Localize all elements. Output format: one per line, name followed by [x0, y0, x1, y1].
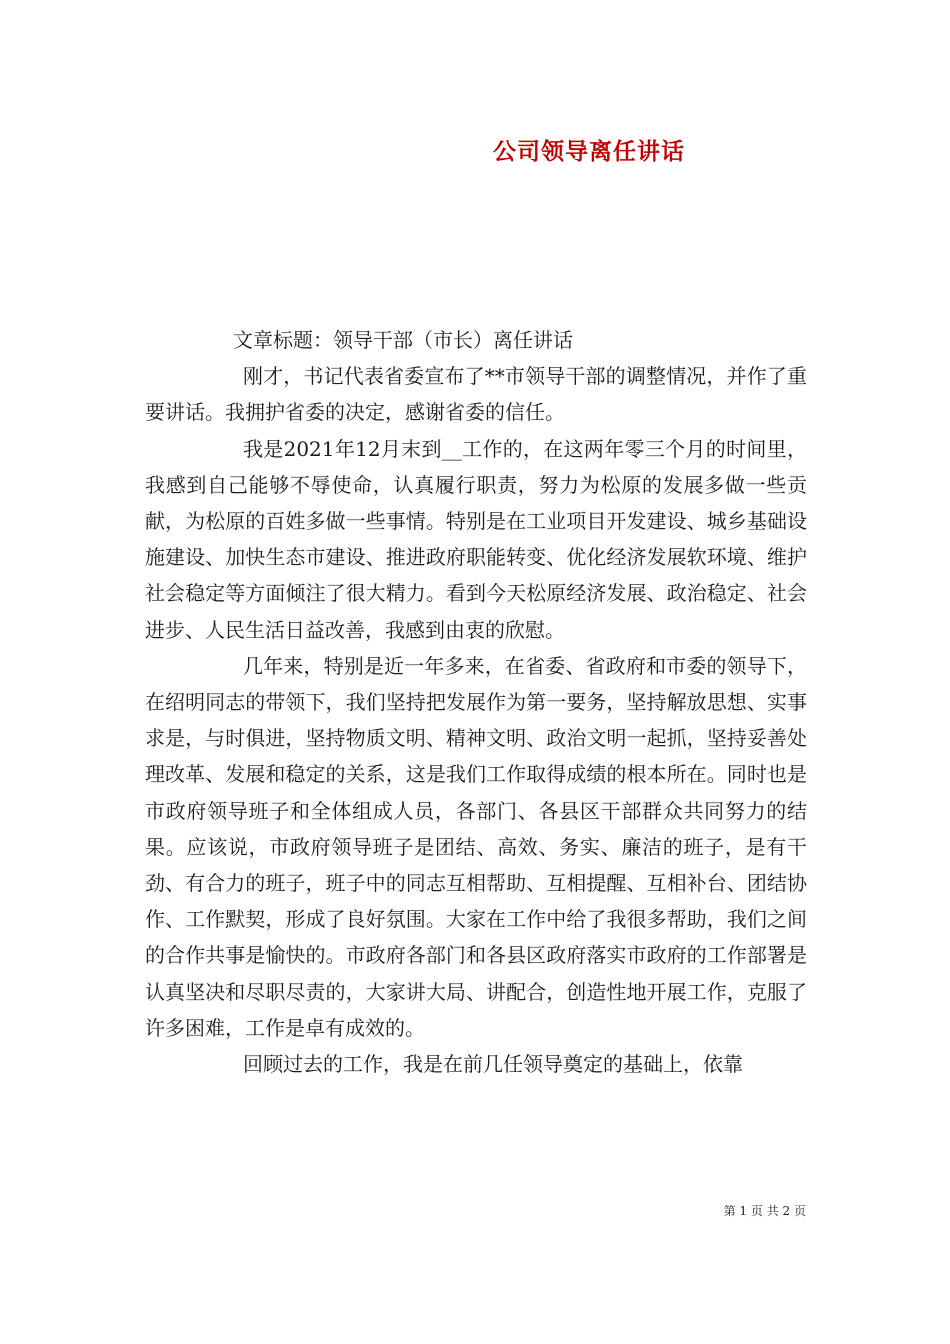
document-title: 公司领导离任讲话	[493, 138, 685, 165]
paragraph-2: 我是2021年12月末到__工作的，在这两年零三个月的时间里，我感到自己能够不辱使命，认真履行职责，努力为松原的发展多做一些贡献，为松原的百姓多做一些事情。特别是在工业项目开发建设、城乡基础设施建设、加快生态市建设、推进政府职能转变、优化经济发展软环境、维护社会稳定等方面倾注了很大精力。看到今天松原经济发展、政治稳定、社会进步、人民生活日益改善，我感到由衷的欣慰。	[145, 436, 807, 642]
paragraph-1: 刚才，书记代表省委宣布了**市领导干部的调整情况，并作了重要讲话。我拥护省委的决定，感谢省委的信任。	[145, 364, 807, 425]
article-subtitle: 文章标题：领导干部（市长）离任讲话	[233, 328, 573, 352]
page-number-footer: 第 1 页 共 2 页	[723, 1204, 806, 1218]
paragraph-4: 回顾过去的工作，我是在前几任领导奠定的基础上，依靠	[243, 1052, 743, 1077]
document-body	[145, 322, 807, 1082]
paragraph-3: 几年来，特别是近一年多来，在省委、省政府和市委的领导下，在绍明同志的带领下，我们坚持把发展作为第一要务，坚持解放思想、实事求是，与时俱进，坚持物质文明、精神文明、政治文明一起抓，坚持妥善处理改革、发展和稳定的关系，这是我们工作取得成绩的根本所在。同时也是市政府领导班子和全体组成人员，各部门、各县区干部群众共同努力的结果。应该说，市政府领导班子是团结、高效、务实、廉洁的班子，是有干劲、有合力的班子，班子中的同志互相帮助、互相提醒、互相补台、团结协作、工作默契，形成了良好氛围。大家在工作中给了我很多帮助，我们之间的合作共事是愉快的。市政府各部门和各县区政府落实市政府的工作部署是认真坚决和尽职尽责的，大家讲大局、讲配合，创造性地开展工作，克服了许多困难，工作是卓有成效的。	[145, 653, 807, 1040]
